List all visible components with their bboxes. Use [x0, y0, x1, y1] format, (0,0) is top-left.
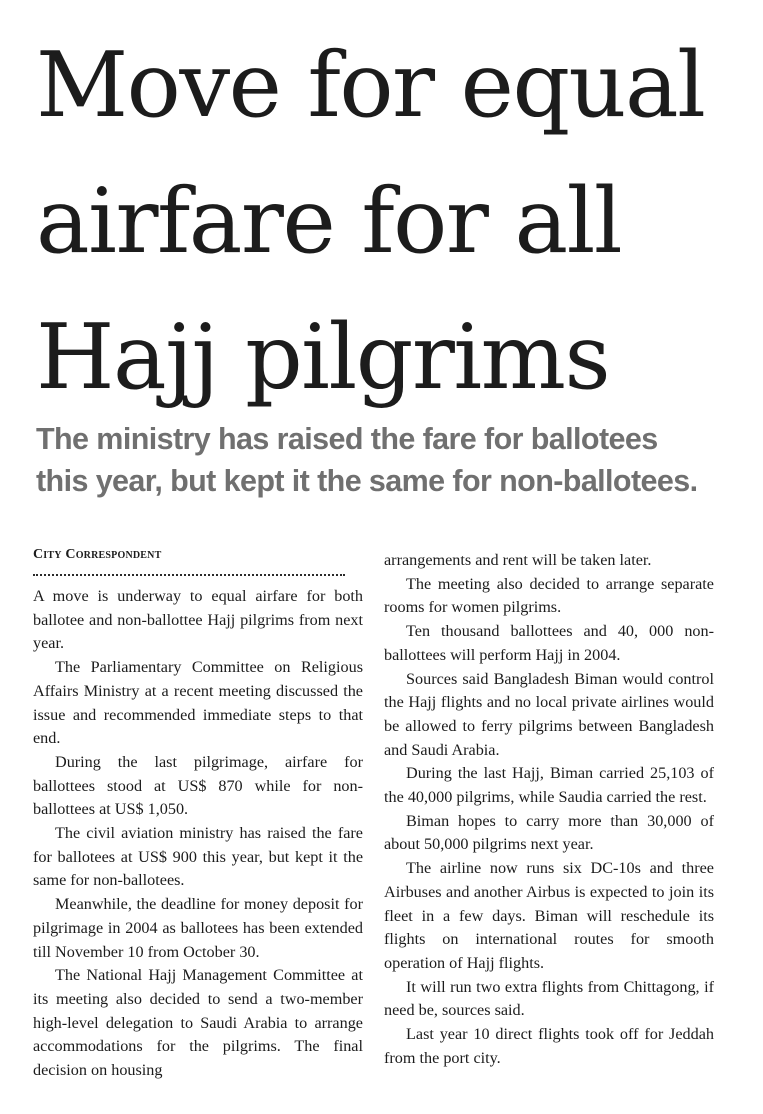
article-paragraph: The meeting also decided to arrange separate rooms for women pilgrims. [384, 574, 714, 617]
subheadline-line: this year, but kept it the same for non-ballotees. [36, 464, 698, 498]
article-paragraph: It will run two extra flights from Chittagong, if need be, sources said. [384, 977, 714, 1020]
article-paragraph: The airline now runs six DC-10s and three Airbuses and another Airbus is expected to join its fleet in a few days. Biman will reschedule its flights on international routes for smooth operation of Hajj flights. [384, 859, 714, 972]
article-paragraph: The Parliamentary Committee on Religious Affairs Ministry at a recent meeting discussed the issue and recommended immediate steps to that end. [33, 658, 363, 748]
article-paragraph: During the last Hajj, Biman carried 25,103 of the 40,000 pilgrims, while Saudia carried the rest. [384, 764, 714, 807]
article-paragraph: Sources said Bangladesh Biman would control the Hajj flights and no local private airlines would be allowed to ferry pilgrims between Bangladesh and Saudi Arabia. [384, 669, 714, 759]
article-paragraph: Last year 10 direct flights took off for Jeddah from the port city. [384, 1025, 714, 1067]
article-paragraph: During the last pilgrimage, airfare for ballottees stood at US$ 870 while for non-ballottees at US$ 1,050. [33, 752, 363, 819]
headline [36, 18, 756, 426]
headline-line: airfare for all [36, 169, 622, 274]
article-paragraph: Meanwhile, the deadline for money deposit for pilgrimage in 2004 as ballotees has been extended till November 10 from October 30. [33, 895, 363, 961]
subheadline-line: The ministry has raised the fare for ballotees [36, 422, 658, 456]
article-paragraph: The National Hajj Management Committee at its meeting also decided to send a two-member high-level delegation to Saudi Arabia to arrange accommodations for the pilgrims. The final decision on housing [33, 966, 363, 1080]
headline-line: Hajj pilgrims [36, 305, 610, 410]
headline-line: Move for equal [36, 33, 705, 138]
dotted-divider [33, 574, 345, 576]
byline-text: City Correspondent [33, 547, 162, 562]
article-column-left [33, 545, 363, 1083]
article-column-right [384, 549, 714, 1070]
article-paragraph: Ten thousand ballottees and 40, 000 non-ballottees will perform Hajj in 2004. [384, 622, 714, 664]
article-paragraph: The civil aviation ministry has raised the fare for ballotees at US$ 900 this year, but kept it the same for non-ballotees. [33, 824, 363, 890]
article-paragraph: arrangements and rent will be taken later. [384, 551, 652, 569]
article-paragraph: A move is underway to equal airfare for both ballotee and non-ballottee Hajj pilgrims from next year. [33, 587, 363, 653]
article-paragraph: Biman hopes to carry more than 30,000 of about 50,000 pilgrims next year. [384, 811, 714, 854]
byline [33, 545, 363, 565]
subheadline [36, 418, 756, 502]
